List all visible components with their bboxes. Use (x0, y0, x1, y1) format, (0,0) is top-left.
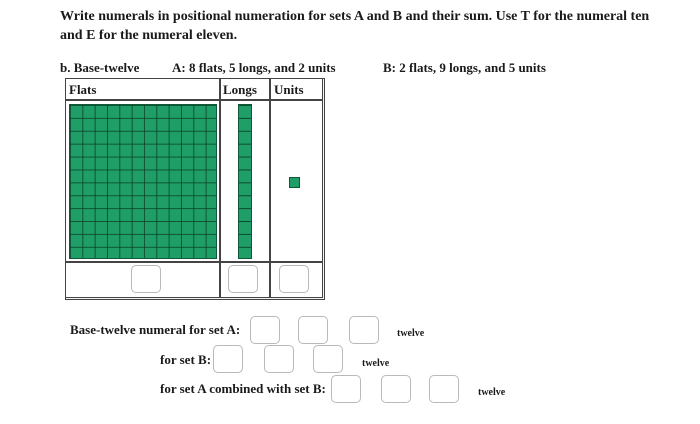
longs-count-input[interactable] (228, 265, 258, 293)
combined-digit-1-input[interactable] (331, 375, 361, 403)
set-b-digit-1-input[interactable] (213, 345, 243, 373)
units-header-cell (270, 78, 323, 100)
set-a-numeral-label: Base-twelve numeral for set A: (70, 322, 241, 337)
combined-digit-2-input[interactable] (381, 375, 411, 403)
flat-block (69, 104, 217, 259)
combined-digit-3-input[interactable] (429, 375, 459, 403)
set-b-digit-2-input[interactable] (264, 345, 294, 373)
set-a-digit-1-input[interactable] (250, 316, 280, 344)
long-block (238, 104, 252, 259)
longs-header: Longs (223, 82, 257, 97)
instructions: Write numerals in positional numeration for sets A and B and their sum. Use T for the numeral ten and E for the numeral eleven. (60, 9, 650, 43)
set-a-description: A: 8 flats, 5 longs, and 2 units (172, 60, 336, 75)
set-b-numeral-label: for set B: (160, 352, 212, 367)
set-a-base-suffix: twelve (397, 328, 425, 339)
flats-header-cell (65, 78, 220, 100)
set-b-description: B: 2 flats, 9 longs, and 5 units (383, 60, 546, 75)
flats-count-input[interactable] (131, 265, 161, 293)
longs-header-cell (220, 78, 270, 100)
flats-header: Flats (69, 82, 97, 97)
unit-block (289, 177, 300, 188)
units-count-input[interactable] (279, 265, 309, 293)
set-a-digit-3-input[interactable] (349, 316, 379, 344)
set-a-digit-2-input[interactable] (298, 316, 328, 344)
part-label: b. Base-twelve (60, 60, 140, 75)
combined-numeral-label: for set A combined with set B: (160, 381, 326, 396)
set-b-digit-3-input[interactable] (313, 345, 343, 373)
units-header: Units (274, 82, 304, 97)
set-b-base-suffix: twelve (362, 358, 390, 369)
combined-base-suffix: twelve (478, 387, 506, 398)
